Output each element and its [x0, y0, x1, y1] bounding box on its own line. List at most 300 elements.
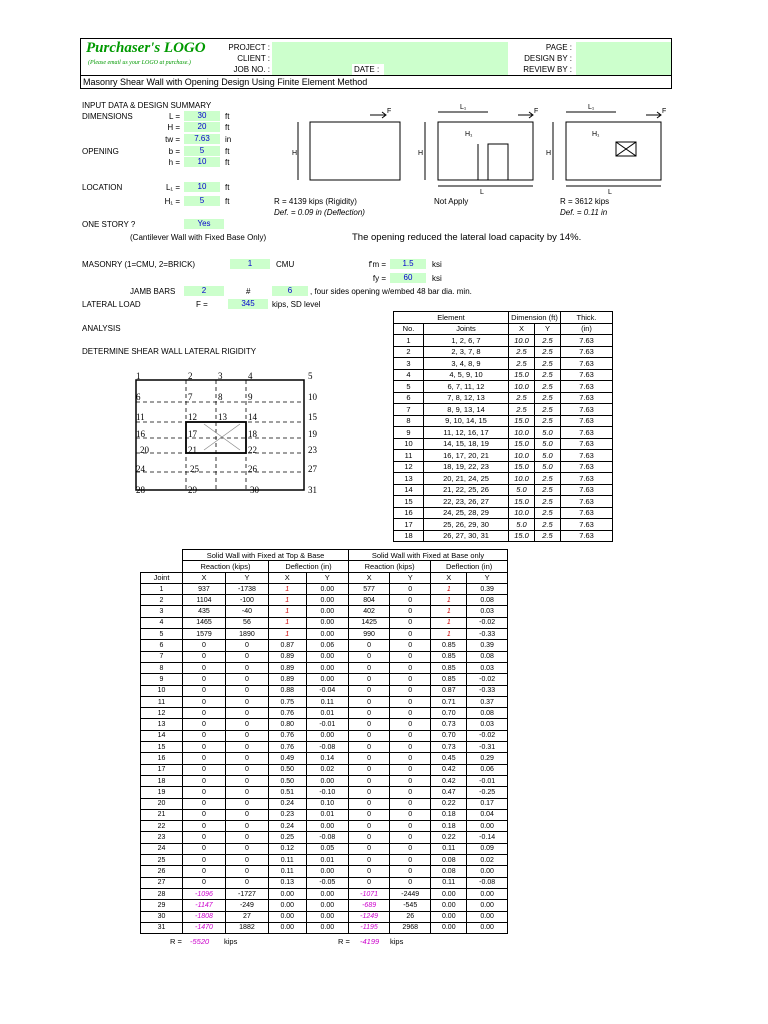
reaction-y-1: 0	[225, 866, 268, 877]
deflection-x-2: 0.00	[431, 922, 467, 933]
h-input[interactable]: 10	[184, 157, 220, 167]
joint-row	[141, 911, 508, 922]
reaction-x-2: 0	[349, 877, 390, 888]
date-field[interactable]	[384, 64, 508, 75]
reaction-y-1: 0	[225, 696, 268, 707]
element-row	[394, 461, 613, 473]
opening-label: OPENING	[82, 147, 119, 156]
diagram3-H1: H₁	[592, 131, 600, 138]
deflection-y-1: 0.00	[306, 595, 348, 606]
deflection-y-2: -0.02	[467, 674, 508, 685]
reaction-x-1: 0	[183, 674, 226, 685]
element-no: 12	[394, 461, 424, 473]
element-row	[394, 473, 613, 485]
joint-row	[141, 640, 508, 651]
diagram3-H: H	[546, 150, 552, 157]
element-y: 2.5	[535, 519, 561, 531]
F-label: F =	[196, 300, 208, 309]
element-joints: 9, 10, 14, 15	[424, 415, 509, 427]
joint-no: 22	[141, 821, 183, 832]
fy-label: fy =	[372, 274, 386, 283]
element-no: 5	[394, 381, 424, 393]
joints-header: Joints	[424, 323, 509, 335]
joint-no: 13	[141, 719, 183, 730]
diagram-door-wall	[425, 112, 533, 186]
reaction-y-1: 1882	[225, 922, 268, 933]
element-y: 5.0	[535, 438, 561, 450]
job-no-field[interactable]	[272, 64, 352, 75]
reaction-x-2: 0	[349, 855, 390, 866]
review-by-label: REVIEW BY :	[523, 65, 572, 74]
joint-row	[141, 685, 508, 696]
reaction-x-1: -1147	[183, 900, 226, 911]
reaction-x-1: 0	[183, 832, 226, 843]
reaction-y-2: 0	[390, 775, 431, 786]
diagram2-H1: H₁	[465, 131, 473, 138]
joint-row	[141, 629, 508, 640]
reaction-y-2: 0	[390, 798, 431, 809]
reaction-y-1: -1738	[225, 583, 268, 594]
joint-row	[141, 764, 508, 775]
reaction-x-1: 937	[183, 583, 226, 594]
L-input[interactable]: 30	[184, 111, 220, 121]
reaction-y-1: 0	[225, 674, 268, 685]
h-label: h =	[168, 158, 180, 167]
F-input[interactable]: 345	[228, 299, 268, 309]
dimension-header: Dimension (ft)	[509, 312, 561, 324]
deflection-x-2: 1	[431, 595, 467, 606]
deflection-y-1: 0.00	[306, 674, 348, 685]
joint-no: 4	[141, 617, 183, 628]
reaction-x-2: 0	[349, 662, 390, 673]
deflection-y-2: 0.29	[467, 753, 508, 764]
deflection-x-2: 0.18	[431, 821, 467, 832]
reaction-y-1: 0	[225, 787, 268, 798]
deflection-x-2: 0.18	[431, 809, 467, 820]
deflection-y-2: -0.02	[467, 730, 508, 741]
reaction-y-2: 0	[390, 843, 431, 854]
joint-no: 19	[141, 787, 183, 798]
element-thick: 7.63	[561, 427, 613, 439]
ry-header-2: Y	[390, 572, 431, 583]
reaction-y-2: 0	[390, 583, 431, 594]
deflection-x-2: 0.22	[431, 832, 467, 843]
reaction-x-1: 1465	[183, 617, 226, 628]
reaction-y-2: 0	[390, 617, 431, 628]
element-joints: 4, 5, 9, 10	[424, 369, 509, 381]
joint-row	[141, 696, 508, 707]
deflection-x-1: 0.24	[268, 821, 306, 832]
element-row	[394, 346, 613, 358]
deflection-x-1: 0.89	[268, 651, 306, 662]
mesh-joint-label: 22	[248, 445, 257, 455]
joint-row	[141, 595, 508, 606]
joint-no: 5	[141, 629, 183, 640]
reaction-x-2: 0	[349, 674, 390, 685]
joint-row	[141, 866, 508, 877]
reaction-y-2: 0	[390, 662, 431, 673]
deflection-y-2: -0.14	[467, 832, 508, 843]
deflection-y-1: -0.08	[306, 832, 348, 843]
reaction-y-2: 0	[390, 764, 431, 775]
deflection-y-1: 0.00	[306, 629, 348, 640]
element-row	[394, 438, 613, 450]
joint-no: 1	[141, 583, 183, 594]
fixed-base-header: Solid Wall with Fixed at Base only	[349, 550, 508, 561]
reaction-y-2: 0	[390, 685, 431, 696]
reaction-x-1: 1579	[183, 629, 226, 640]
joint-no: 24	[141, 843, 183, 854]
design-by-label: DESIGN BY :	[524, 54, 572, 63]
reaction-x-2: 0	[349, 730, 390, 741]
element-joints: 21, 22, 25, 26	[424, 484, 509, 496]
b-unit: ft	[225, 147, 230, 156]
reaction-y-2: 0	[390, 809, 431, 820]
element-table	[393, 311, 613, 542]
deflection-x-1: 0.89	[268, 674, 306, 685]
reaction-x-2: 0	[349, 685, 390, 696]
reaction-x-1: 0	[183, 662, 226, 673]
element-x: 10.0	[509, 335, 535, 347]
element-x: 15.0	[509, 461, 535, 473]
joint-no: 8	[141, 662, 183, 673]
deflection-x-1: 0.88	[268, 685, 306, 696]
element-x: 2.5	[509, 346, 535, 358]
mesh-joint-label: 25	[190, 464, 199, 474]
deflection-x-2: 1	[431, 629, 467, 640]
reaction-y-2: 0	[390, 832, 431, 843]
element-x: 5.0	[509, 484, 535, 496]
reaction-x-1: 0	[183, 730, 226, 741]
element-row	[394, 392, 613, 404]
deflection-result-3: Def. = 0.11 in	[560, 208, 608, 217]
reaction-x-2: 0	[349, 775, 390, 786]
deflection-x-2: 0.00	[431, 888, 467, 899]
element-no: 16	[394, 507, 424, 519]
deflection-x-2: 0.87	[431, 685, 467, 696]
joint-no: 29	[141, 900, 183, 911]
fy-unit: ksi	[432, 274, 442, 283]
reaction-y-1: 0	[225, 742, 268, 753]
deflection-x-2: 0.71	[431, 696, 467, 707]
deflection-x-1: 0.87	[268, 640, 306, 651]
element-thick: 7.63	[561, 530, 613, 542]
joint-no: 7	[141, 651, 183, 662]
element-y: 2.5	[535, 358, 561, 370]
element-joints: 11, 12, 16, 17	[424, 427, 509, 439]
jamb-count-input[interactable]: 2	[184, 286, 224, 296]
diagram3-F: F	[662, 108, 667, 115]
deflection-x-1: 0.76	[268, 742, 306, 753]
deflection-x-1: 0.50	[268, 764, 306, 775]
reaction-x-1: 1104	[183, 595, 226, 606]
dx-header-2: X	[431, 572, 467, 583]
element-y: 2.5	[535, 496, 561, 508]
reaction-y-1: -1727	[225, 888, 268, 899]
reaction-y-1: -40	[225, 606, 268, 617]
deflection-x-2: 1	[431, 617, 467, 628]
diagram2-L1: L₁	[460, 104, 467, 111]
reaction-x-2: 0	[349, 651, 390, 662]
reaction-x-2: 0	[349, 798, 390, 809]
L1-label: L₁ =	[165, 183, 180, 192]
deflection-x-2: 0.00	[431, 900, 467, 911]
no-header: No.	[394, 323, 424, 335]
joint-no: 10	[141, 685, 183, 696]
lateral-load-label: LATERAL LOAD	[82, 300, 141, 309]
reaction-x-1: 0	[183, 855, 226, 866]
reaction-x-2: 0	[349, 719, 390, 730]
joint-row	[141, 775, 508, 786]
joint-no: 6	[141, 640, 183, 651]
deflection-x-2: 0.08	[431, 855, 467, 866]
element-no: 9	[394, 427, 424, 439]
reaction-x-2: 0	[349, 866, 390, 877]
mesh-joint-label: 20	[140, 445, 149, 455]
element-joints: 24, 25, 28, 29	[424, 507, 509, 519]
joint-row	[141, 617, 508, 628]
deflection-x-2: 0.47	[431, 787, 467, 798]
deflection-x-2: 0.85	[431, 640, 467, 651]
reaction-x-1: -1470	[183, 922, 226, 933]
deflection-y-1: 0.00	[306, 617, 348, 628]
joint-no: 17	[141, 764, 183, 775]
mesh-joint-label: 10	[308, 392, 317, 402]
element-header: Element	[394, 312, 509, 324]
deflection-x-1: 1	[268, 606, 306, 617]
reaction-y-1: 0	[225, 730, 268, 741]
deflection-y-2: 0.00	[467, 911, 508, 922]
project-label: PROJECT :	[228, 43, 270, 52]
reaction-y-1: 0	[225, 798, 268, 809]
reaction-x-2: 990	[349, 629, 390, 640]
element-y: 2.5	[535, 369, 561, 381]
deflection-y-1: 0.00	[306, 888, 348, 899]
element-joints: 26, 27, 30, 31	[424, 530, 509, 542]
element-joints: 18, 19, 22, 23	[424, 461, 509, 473]
reaction-y-2: 2968	[390, 922, 431, 933]
reduction-note: The opening reduced the lateral load capacity by 14%.	[352, 232, 582, 243]
fm-unit: ksi	[432, 260, 442, 269]
deflection-y-1: -0.01	[306, 719, 348, 730]
deflection-x-1: 0.00	[268, 911, 306, 922]
mesh-joint-label: 27	[308, 464, 317, 474]
deflection-x-1: 0.00	[268, 888, 306, 899]
H-input[interactable]: 20	[184, 122, 220, 132]
joint-row	[141, 798, 508, 809]
joint-row	[141, 662, 508, 673]
element-x: 2.5	[509, 404, 535, 416]
element-thick: 7.63	[561, 484, 613, 496]
element-row	[394, 530, 613, 542]
element-x: 5.0	[509, 519, 535, 531]
element-no: 2	[394, 346, 424, 358]
rx-header-2: X	[349, 572, 390, 583]
sum1-value: -5520	[190, 937, 210, 946]
x-header: X	[509, 323, 535, 335]
mesh-joint-label: 6	[136, 392, 141, 402]
element-no: 14	[394, 484, 424, 496]
deflection-x-1: 0.76	[268, 708, 306, 719]
tw-label: tw =	[165, 135, 180, 144]
reaction-x-2: 0	[349, 787, 390, 798]
reaction-y-1: 0	[225, 662, 268, 673]
deflection-x-1: 0.80	[268, 719, 306, 730]
sum1-unit: kips	[224, 937, 238, 946]
reaction-header-2: Reaction (kips)	[349, 561, 431, 572]
element-joints: 3, 4, 8, 9	[424, 358, 509, 370]
joint-no: 23	[141, 832, 183, 843]
element-no: 11	[394, 450, 424, 462]
deflection-x-2: 0.70	[431, 730, 467, 741]
reaction-x-2: 0	[349, 753, 390, 764]
deflection-y-1: 0.00	[306, 821, 348, 832]
joint-no: 28	[141, 888, 183, 899]
element-x: 15.0	[509, 438, 535, 450]
deflection-y-2: 0.04	[467, 809, 508, 820]
diagram2-H: H	[418, 150, 424, 157]
element-no: 10	[394, 438, 424, 450]
fm-input[interactable]: 1.5	[390, 259, 426, 269]
reaction-y-2: 0	[390, 708, 431, 719]
element-thick: 7.63	[561, 358, 613, 370]
reaction-y-2: 0	[390, 674, 431, 685]
joint-row	[141, 821, 508, 832]
deflection-header-2: Deflection (in)	[431, 561, 508, 572]
reaction-y-2: 0	[390, 730, 431, 741]
cantilever-note: (Cantilever Wall with Fixed Base Only)	[130, 233, 267, 242]
reaction-header-1: Reaction (kips)	[183, 561, 269, 572]
fy-input[interactable]: 60	[390, 273, 426, 283]
mesh-joint-label: 31	[308, 485, 317, 495]
joint-no: 11	[141, 696, 183, 707]
deflection-y-1: 0.00	[306, 775, 348, 786]
joint-row	[141, 809, 508, 820]
joint-row	[141, 900, 508, 911]
y-header: Y	[535, 323, 561, 335]
mesh-joint-label: 30	[250, 485, 259, 495]
reaction-x-1: 0	[183, 821, 226, 832]
element-no: 13	[394, 473, 424, 485]
element-thick: 7.63	[561, 438, 613, 450]
jamb-hash: #	[246, 287, 251, 296]
diagram-solid-wall	[298, 112, 400, 180]
reaction-y-2: 0	[390, 629, 431, 640]
diagram2-F: F	[534, 108, 539, 115]
deflection-y-2: 0.00	[467, 888, 508, 899]
L1-unit: ft	[225, 183, 230, 192]
joint-no: 18	[141, 775, 183, 786]
deflection-x-1: 1	[268, 629, 306, 640]
deflection-y-1: 0.06	[306, 640, 348, 651]
reaction-x-1: 0	[183, 866, 226, 877]
element-joints: 20, 21, 24, 25	[424, 473, 509, 485]
deflection-x-2: 0.85	[431, 651, 467, 662]
fixed-both-header: Solid Wall with Fixed at Top & Base	[183, 550, 349, 561]
L1-input[interactable]: 10	[184, 182, 220, 192]
element-thick: 7.63	[561, 461, 613, 473]
element-thick: 7.63	[561, 519, 613, 531]
reaction-x-2: 577	[349, 583, 390, 594]
reaction-x-2: 402	[349, 606, 390, 617]
deflection-x-2: 0.42	[431, 775, 467, 786]
reaction-y-1: -100	[225, 595, 268, 606]
mesh-joint-label: 13	[218, 412, 227, 422]
reaction-y-2: 26	[390, 911, 431, 922]
deflection-x-2: 0.22	[431, 798, 467, 809]
deflection-y-1: 0.01	[306, 809, 348, 820]
element-x: 15.0	[509, 496, 535, 508]
reaction-x-1: 0	[183, 708, 226, 719]
page-label: PAGE :	[545, 43, 572, 52]
element-row	[394, 427, 613, 439]
deflection-y-2: 0.03	[467, 606, 508, 617]
H-label: H =	[167, 123, 180, 132]
sum2-unit: kips	[390, 937, 404, 946]
reaction-y-2: 0	[390, 696, 431, 707]
deflection-y-2: -0.25	[467, 787, 508, 798]
diagram2-L: L	[480, 189, 484, 195]
masonry-input[interactable]: 1	[230, 259, 270, 269]
mesh-joint-label: 21	[188, 445, 197, 455]
reaction-x-1: -1808	[183, 911, 226, 922]
element-x: 10.0	[509, 450, 535, 462]
page-design-review-fields[interactable]	[576, 42, 671, 75]
joint-row	[141, 708, 508, 719]
deflection-x-2: 1	[431, 606, 467, 617]
element-y: 2.5	[535, 346, 561, 358]
mesh-joint-label: 8	[218, 392, 223, 402]
in-header: (in)	[561, 323, 613, 335]
H1-input[interactable]: 5	[184, 196, 220, 206]
element-x: 2.5	[509, 392, 535, 404]
b-input[interactable]: 5	[184, 146, 220, 156]
reaction-x-1: 0	[183, 753, 226, 764]
element-no: 6	[394, 392, 424, 404]
reaction-y-1: 0	[225, 821, 268, 832]
tw-input[interactable]: 7.63	[184, 134, 220, 144]
element-row	[394, 484, 613, 496]
deflection-y-2: 0.08	[467, 595, 508, 606]
analysis-heading: ANALYSIS	[82, 324, 121, 333]
deflection-x-1: 0.75	[268, 696, 306, 707]
L-unit: ft	[225, 112, 230, 121]
deflection-y-1: -0.04	[306, 685, 348, 696]
deflection-x-2: 0.11	[431, 843, 467, 854]
element-thick: 7.63	[561, 473, 613, 485]
joint-row	[141, 787, 508, 798]
rigidity-result-2: Not Apply	[434, 197, 469, 206]
reaction-x-1: 0	[183, 787, 226, 798]
L-label: L =	[168, 112, 180, 121]
element-y: 2.5	[535, 415, 561, 427]
one-story-input[interactable]: Yes	[184, 219, 224, 229]
reaction-x-1: 0	[183, 719, 226, 730]
reaction-y-1: 0	[225, 764, 268, 775]
element-joints: 16, 17, 20, 21	[424, 450, 509, 462]
deflection-y-2: -0.33	[467, 629, 508, 640]
jamb-size-input[interactable]: 6	[272, 286, 308, 296]
reaction-x-2: -1071	[349, 888, 390, 899]
jamb-bars-label: JAMB BARS	[130, 287, 176, 296]
reaction-y-1: 0	[225, 775, 268, 786]
reaction-x-2: 1425	[349, 617, 390, 628]
reaction-y-2: 0	[390, 651, 431, 662]
element-y: 2.5	[535, 381, 561, 393]
element-thick: 7.63	[561, 496, 613, 508]
project-field[interactable]	[272, 42, 508, 64]
deflection-x-1: 1	[268, 595, 306, 606]
